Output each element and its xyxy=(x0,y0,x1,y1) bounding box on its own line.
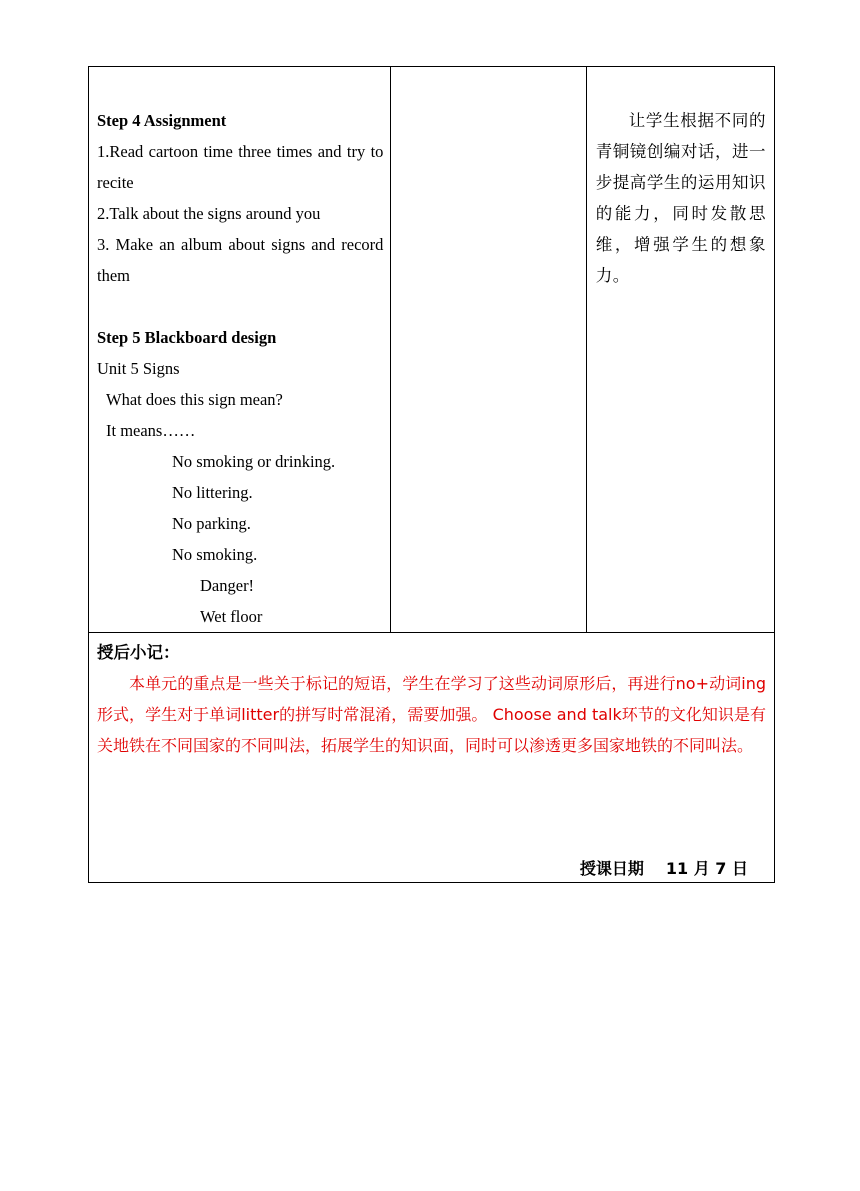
step4-item-2: 2.Talk about the signs around you xyxy=(97,204,321,223)
question-line: What does this sign mean? xyxy=(106,390,283,409)
lesson-steps-row xyxy=(89,67,775,633)
reflection-body: 本单元的重点是一些关于标记的短语，学生在学习了这些动词原形后，再进行no+动词ing形式，学生对于单词litter的拼写时常混淆，需要加强。 Choose and talk环节的文化知识是有关地铁在不同国家的不同叫法，拓展学生的知识面，同时可以渗透更多国家地铁的不同叫法。 xyxy=(97,674,766,755)
reflection-title: 授后小记： xyxy=(97,643,180,662)
procedure-cell xyxy=(89,67,391,633)
sign-item: No littering. xyxy=(172,483,253,502)
step4-item-3: 3. Make an album about signs and record them xyxy=(97,235,384,285)
sign-item: Wet floor xyxy=(200,607,263,626)
reflection-row xyxy=(89,633,775,883)
purpose-cell xyxy=(586,67,774,633)
activity-cell xyxy=(391,67,586,633)
purpose-text: 让学生根据不同的青铜镜创编对话，进一步提高学生的运用知识的能力，同时发散思维，增强学生的想象力。 xyxy=(595,111,766,285)
sign-item: No smoking. xyxy=(172,545,258,564)
step4-item-1: 1.Read cartoon time three times and try to recite xyxy=(97,142,384,192)
date-label: 授课日期 xyxy=(579,859,644,878)
lesson-plan-table xyxy=(88,66,775,883)
reflection-cell xyxy=(89,633,775,883)
sign-item: Danger! xyxy=(200,576,255,595)
step4-heading: Step 4 Assignment xyxy=(97,111,227,130)
sign-item: No parking. xyxy=(172,514,251,533)
sign-item: No smoking or drinking. xyxy=(172,452,336,471)
answer-line: It means…… xyxy=(106,421,196,440)
unit-title: Unit 5 Signs xyxy=(97,359,180,378)
teaching-date xyxy=(580,856,748,879)
date-value: 11 月 7 日 xyxy=(665,859,748,878)
step5-heading: Step 5 Blackboard design xyxy=(97,328,277,347)
